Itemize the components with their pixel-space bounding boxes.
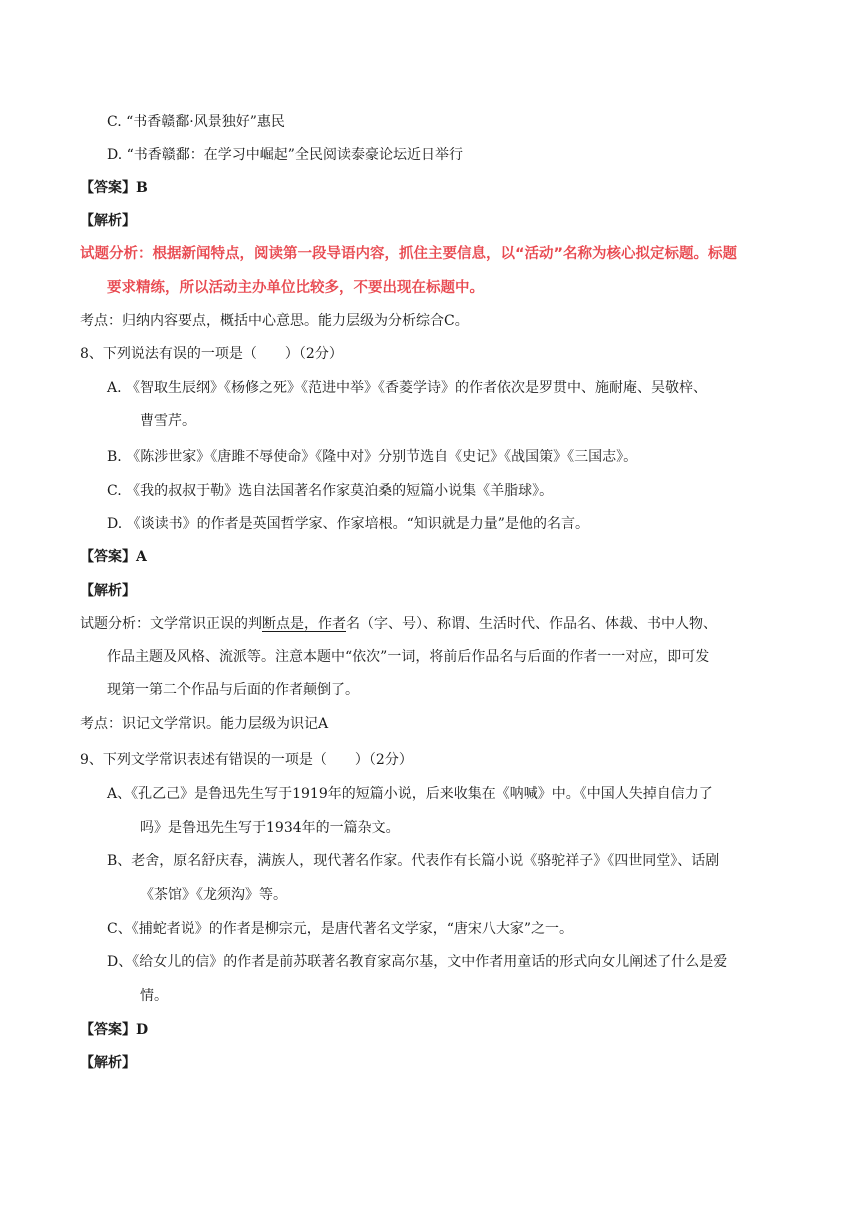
q8-answer: 【答案】A [80, 549, 147, 565]
q9-option-b-line1: B、老舍，原名舒庆春，满族人，现代著名作家。代表作有长篇小说《骆驼祥子》《四世同堂》、话剧 [107, 853, 720, 869]
q9-analysis-label: 【解析】 [80, 1055, 136, 1071]
q8-analysis-line2: 作品主题及风格、流派等。注意本题中“依次”一词，将前后作品名与后面的作者一一对应，即可发 [107, 649, 710, 665]
q9-option-a-line2: 吗》是鲁迅先生写于1934年的一篇杂文。 [140, 820, 400, 836]
q7-option-d: D. “书香赣鄱：在学习中崛起”全民阅读泰豪论坛近日举行 [107, 147, 463, 163]
q8-analysis-line1-end: 名（字、号）、称谓、生活时代、作品名、体裁、书中人物、 [346, 616, 717, 632]
q9-answer: 【答案】D [80, 1022, 149, 1038]
q7-analysis-text-line2: 要求精练，所以活动主办单位比较多，不要出现在标题中。 [107, 280, 484, 296]
q8-option-d: D. 《谈读书》的作者是英国哲学家、作家培根。“知识就是力量”是他的名言。 [107, 516, 589, 532]
q8-kaodian: 考点：识记文学常识。能力层级为识记A [80, 716, 329, 732]
q8-analysis-line1 [80, 614, 717, 634]
q8-option-a-line2: 曹雪芹。 [140, 413, 196, 429]
q7-kaodian: 考点：归纳内容要点，概括中心意思。能力层级为分析综合C。 [80, 313, 469, 329]
q8-option-b: B. 《陈涉世家》《唐雎不辱使命》《隆中对》分别节选自《史记》《战国策》《三国志》。 [107, 449, 638, 465]
q9-option-d-line2: 情。 [140, 988, 168, 1004]
q9-option-c: C、《捕蛇者说》的作者是柳宗元，是唐代著名文学家，“唐宋八大家”之一。 [107, 921, 574, 937]
q9-option-b-line2: 《茶馆》《龙须沟》等。 [140, 887, 287, 903]
q7-option-c: C. “书香赣鄱·风景独好”惠民 [107, 114, 285, 130]
q8-analysis-underlined: 断点是，作者 [262, 616, 346, 632]
q9-option-d-line1: D、《给女儿的信》的作者是前苏联著名教育家高尔基，文中作者用童话的形式向女儿阐述了什么是爱 [107, 954, 728, 970]
q7-analysis-label: 【解析】 [80, 213, 136, 229]
q8-stem: 8、下列说法有误的一项是（ ）（2分） [80, 346, 343, 362]
q8-analysis-line3: 现第一第二个作品与后面的作者颠倒了。 [107, 682, 359, 698]
q8-analysis-line1-start: 试题分析：文学常识正误的判 [80, 616, 262, 632]
q8-option-c: C. 《我的叔叔于勒》选自法国著名作家莫泊桑的短篇小说集《羊脂球》。 [107, 483, 554, 499]
q9-option-a-line1: A、《孔乙己》是鲁迅先生写于1919年的短篇小说，后来收集在《呐喊》中。《中国人失掉自信力了 [107, 786, 713, 802]
q9-stem: 9、下列文学常识表述有错误的一项是（ ）（2分） [80, 752, 413, 768]
q8-option-a-line1: A. 《智取生辰纲》《杨修之死》《范进中举》《香菱学诗》的作者依次是罗贯中、施耐庵、吴敬梓、 [107, 380, 708, 396]
q7-analysis-text-line1: 试题分析：根据新闻特点，阅读第一段导语内容，抓住主要信息，以“活动”名称为核心拟定标题。标题 [80, 246, 738, 262]
q8-analysis-label: 【解析】 [80, 583, 136, 599]
q7-answer: 【答案】B [80, 180, 148, 196]
